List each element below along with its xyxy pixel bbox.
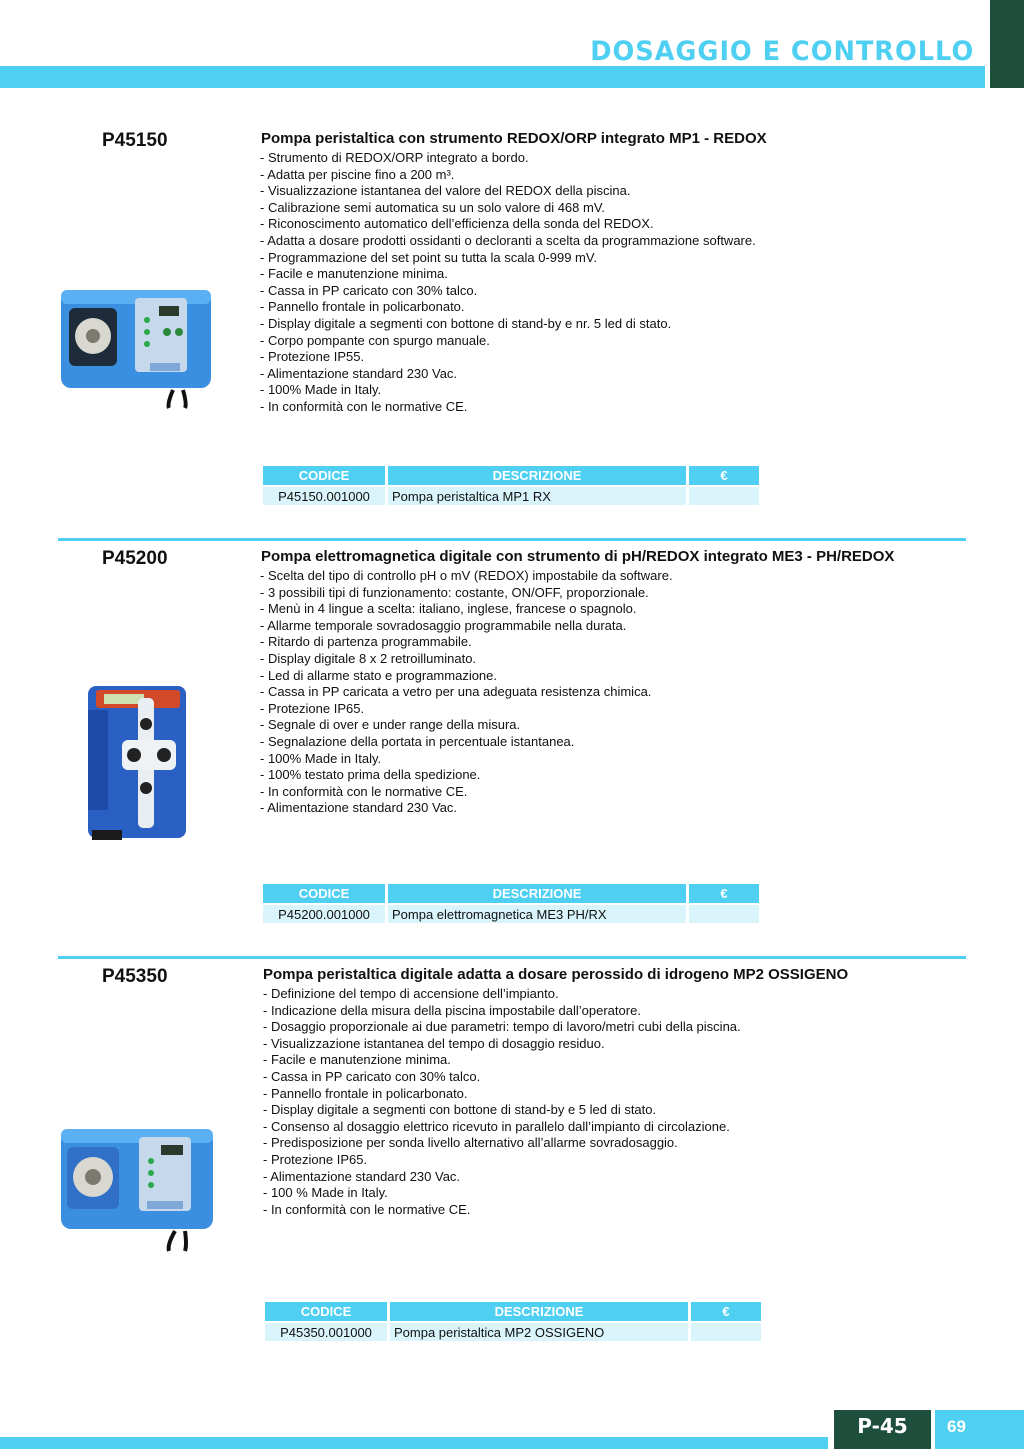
col-header-description: DESCRIZIONE (388, 466, 686, 485)
feature-item: - 100% testato prima della spedizione. (260, 767, 481, 783)
section-divider (58, 956, 966, 959)
feature-item: - Cassa in PP caricato con 30% talco. (263, 1068, 481, 1084)
table-row (263, 487, 759, 505)
feature-item: - 100% Made in Italy. (260, 382, 382, 398)
peristaltic-pump-image (55, 278, 220, 410)
feature-item: - Dosaggio proporzionale ai due parametri: tempo di lavoro/metri cubi della piscina. (263, 1019, 741, 1035)
feature-item: - Led di allarme stato e programmazione. (260, 667, 498, 683)
price-table (260, 464, 762, 507)
feature-item: - 100 % Made in Italy. (263, 1185, 388, 1201)
cell-description: Pompa peristaltica MP1 RX (388, 487, 686, 505)
feature-item: - Strumento di REDOX/ORP integrato a bordo. (260, 150, 529, 165)
cell-price (689, 487, 759, 505)
header-accent-block (990, 0, 1024, 88)
feature-item: - Display digitale a segmenti con bottone di stand-by e nr. 5 led di stato. (260, 315, 672, 331)
cell-description: Pompa peristaltica MP2 OSSIGENO (390, 1323, 688, 1341)
feature-item: - Facile e manutenzione minima. (263, 1052, 451, 1068)
feature-item: - Protezione IP55. (260, 349, 365, 365)
col-header-price: € (689, 466, 759, 485)
cell-price (689, 905, 759, 923)
feature-item: - Pannello frontale in policarbonato. (260, 299, 465, 315)
product-code: P45350 (102, 966, 168, 987)
feature-item: - Adatta a dosare prodotti ossidanti o decloranti a scelta da programmazione software. (260, 232, 756, 248)
section-label: P-45 (834, 1410, 931, 1449)
feature-item: - Protezione IP65. (263, 1151, 368, 1167)
col-header-description: DESCRIZIONE (388, 884, 686, 903)
cell-price (691, 1323, 761, 1341)
feature-item: - Menù in 4 lingue a scelta: italiano, inglese, francese o spagnolo. (260, 601, 637, 617)
feature-item: - Display digitale a segmenti con bottone di stand-by e 5 led di stato. (263, 1102, 657, 1118)
footer-bar (0, 1437, 828, 1449)
table-row (263, 905, 759, 923)
feature-item: - Protezione IP65. (260, 700, 365, 716)
feature-item: - In conformità con le normative CE. (263, 1201, 471, 1217)
feature-item: - Riconoscimento automatico dell’efficienza della sonda del REDOX. (260, 216, 654, 232)
feature-item: - Consenso al dosaggio elettrico ricevuto in parallelo dall’impianto di circolazione. (263, 1118, 730, 1134)
product-code: P45200 (102, 548, 168, 569)
col-header-price: € (691, 1302, 761, 1321)
feature-item: - 100% Made in Italy. (260, 750, 382, 766)
feature-item: - Scelta del tipo di controllo pH o mV (REDOX) impostabile da software. (260, 568, 673, 583)
electromagnetic-pump-image (82, 680, 197, 845)
feature-list (260, 150, 756, 416)
feature-item: - Allarme temporale sovradosaggio programmabile nella durata. (260, 617, 627, 633)
col-header-code: CODICE (263, 884, 385, 903)
cell-description: Pompa elettromagnetica ME3 PH/RX (388, 905, 686, 923)
table-row (265, 1323, 761, 1341)
product-title: Pompa peristaltica con strumento REDOX/ORP integrato MP1 - REDOX (261, 130, 767, 147)
feature-item: - Alimentazione standard 230 Vac. (260, 800, 458, 816)
col-header-code: CODICE (263, 466, 385, 485)
peristaltic-pump-image (55, 1121, 220, 1256)
feature-item: - Display digitale 8 x 2 retroilluminato. (260, 650, 477, 666)
product-title: Pompa peristaltica digitale adatta a dosare perossido di idrogeno MP2 OSSIGENO (263, 966, 849, 983)
col-header-description: DESCRIZIONE (390, 1302, 688, 1321)
feature-item: - Alimentazione standard 230 Vac. (263, 1168, 461, 1184)
cell-code: P45200.001000 (263, 905, 385, 923)
feature-item: - Ritardo di partenza programmabile. (260, 634, 472, 650)
feature-item: - Facile e manutenzione minima. (260, 266, 448, 282)
feature-item: - Corpo pompante con spurgo manuale. (260, 332, 490, 348)
feature-item: - 3 possibili tipi di funzionamento: costante, ON/OFF, proporzionale. (260, 584, 649, 600)
col-header-price: € (689, 884, 759, 903)
feature-item: - Cassa in PP caricata a vetro per una adeguata resistenza chimica. (260, 684, 652, 700)
header-bar (0, 66, 985, 88)
feature-item: - Visualizzazione istantanea del tempo di dosaggio residuo. (263, 1035, 605, 1051)
col-header-code: CODICE (265, 1302, 387, 1321)
feature-item: - Calibrazione semi automatica su un solo valore di 468 mV. (260, 199, 605, 215)
feature-item: - Segnale di over e under range della misura. (260, 717, 521, 733)
feature-item: - Alimentazione standard 230 Vac. (260, 365, 458, 381)
feature-item: - Cassa in PP caricato con 30% talco. (260, 282, 478, 298)
feature-item: - In conformità con le normative CE. (260, 398, 468, 414)
page-number: 69 (935, 1410, 1024, 1449)
price-table (260, 882, 762, 925)
feature-item: - Adatta per piscine fino a 200 m³. (260, 166, 455, 182)
feature-item: - In conformità con le normative CE. (260, 783, 468, 799)
product-code: P45150 (102, 130, 168, 151)
product-title: Pompa elettromagnetica digitale con strumento di pH/REDOX integrato ME3 - PH/REDOX (261, 548, 895, 565)
feature-item: - Pannello frontale in policarbonato. (263, 1085, 468, 1101)
feature-item: - Predisposizione per sonda livello alternativo all’allarme sovradosaggio. (263, 1135, 678, 1151)
feature-item: - Segnalazione della portata in percentuale istantanea. (260, 733, 575, 749)
feature-item: - Programmazione del set point su tutta la scala 0-999 mV. (260, 249, 597, 265)
feature-item: - Indicazione della misura della piscina impostabile dall’operatore. (263, 1002, 641, 1018)
feature-list (263, 986, 741, 1218)
section-divider (58, 538, 966, 541)
page-title: DOSAGGIO E CONTROLLO (590, 36, 974, 67)
price-table (262, 1300, 764, 1343)
feature-list (260, 568, 673, 817)
feature-item: - Visualizzazione istantanea del valore del REDOX della piscina. (260, 183, 631, 199)
feature-item: - Definizione del tempo di accensione dell’impianto. (263, 986, 559, 1001)
cell-code: P45350.001000 (265, 1323, 387, 1341)
cell-code: P45150.001000 (263, 487, 385, 505)
